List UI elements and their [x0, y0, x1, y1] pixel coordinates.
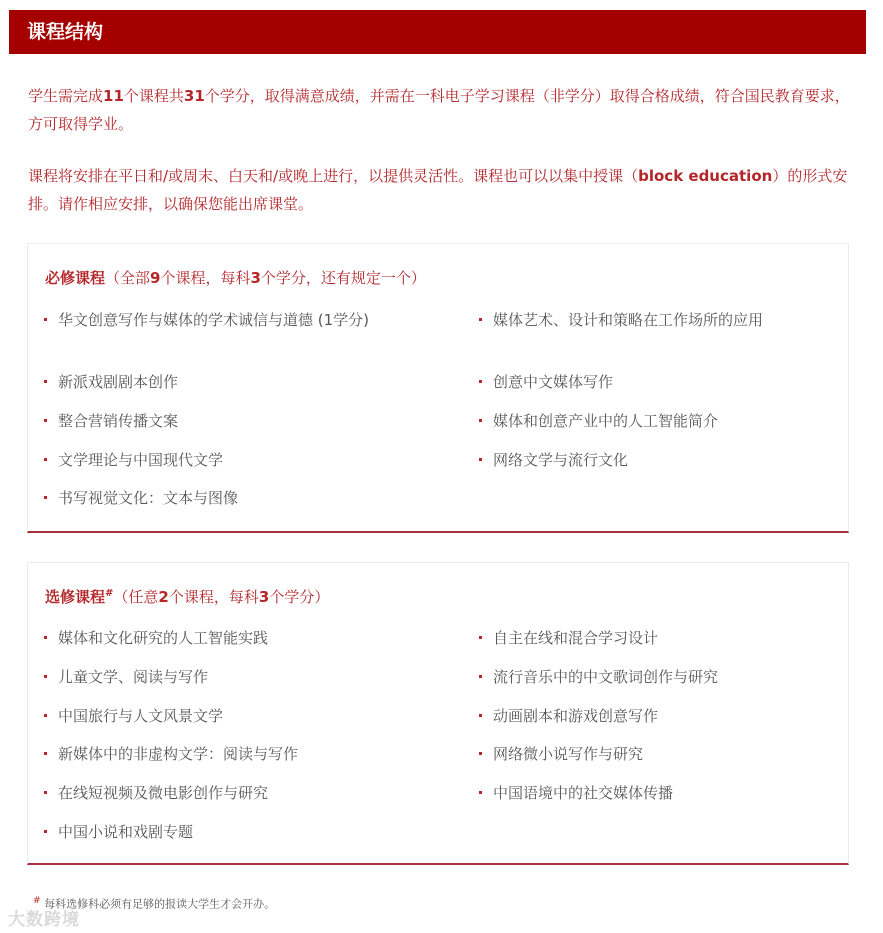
list-item: 整合营销传播文案	[44, 410, 178, 431]
list-item: 中国旅行与人文风景文学	[44, 705, 223, 726]
intro-text: 个学分，取得满意成绩，并需在一科电子学习课程（非学分）取得合格成绩，符合国民教育要求，方可取得学业。	[28, 87, 850, 133]
list-item: 媒体和文化研究的人工智能实践	[44, 627, 268, 648]
title-detail: 个学分）	[269, 588, 330, 606]
list-item: 网络文学与流行文化	[479, 449, 628, 470]
list-item: 文学理论与中国现代文学	[44, 449, 223, 470]
elective-courses-card	[27, 562, 849, 865]
footnote-mark: #	[33, 895, 41, 906]
title-detail: （全部	[105, 269, 151, 287]
title-detail: 个学分，还有规定一个）	[260, 269, 426, 287]
title-number: 2	[158, 588, 169, 606]
footnote-text: 每科选修科必须有足够的报读大学生才会开办。	[44, 897, 276, 911]
list-item: 中国小说和戏剧专题	[44, 821, 193, 842]
credit-count: 31	[183, 87, 205, 105]
intro-text: 课程将安排在平日和/或周末、白天和/或晚上进行，以提供灵活性。课程也可以以集中授课（	[28, 167, 639, 185]
list-item: 在线短视频及微电影创作与研究	[44, 782, 268, 803]
intro-text: 学生需完成	[28, 87, 104, 105]
list-item: 书写视觉文化：文本与图像	[44, 487, 238, 508]
intro-text: 个课程共	[123, 87, 184, 105]
list-item: 流行音乐中的中文歌词创作与研究	[479, 666, 718, 687]
list-item: 创意中文媒体写作	[479, 371, 613, 392]
section-title: 课程结构	[27, 21, 104, 43]
list-item: 新派戏剧剧本创作	[44, 371, 178, 392]
list-item: 媒体艺术、设计和策略在工作场所的应用	[479, 309, 763, 330]
list-item: 中国语境中的社交媒体传播	[479, 782, 673, 803]
block-education-term: block education	[638, 167, 773, 185]
title-detail: 个课程，每科	[160, 269, 251, 287]
intro-paragraph-1	[28, 82, 850, 138]
list-item: 华文创意写作与媒体的学术诚信与道德 (1学分)	[44, 309, 369, 330]
title-number: 9	[150, 269, 161, 287]
title-detail: 个课程，每科	[168, 588, 259, 606]
title-number: 3	[250, 269, 261, 287]
list-item: 儿童文学、阅读与写作	[44, 666, 208, 687]
list-item: 媒体和创意产业中的人工智能简介	[479, 410, 718, 431]
list-item: 动画剧本和游戏创意写作	[479, 705, 658, 726]
elective-courses-title	[45, 586, 329, 607]
title-detail: （任意	[113, 588, 159, 606]
footnote-mark: #	[105, 588, 114, 599]
list-item: 自主在线和混合学习设计	[479, 627, 658, 648]
title-number: 3	[258, 588, 270, 606]
required-courses-title	[45, 267, 426, 288]
list-item: 新媒体中的非虚构文学：阅读与写作	[44, 743, 298, 764]
title-main: 选修课程	[45, 588, 106, 606]
required-courses-card	[27, 243, 849, 533]
intro-text: ）的形式安排。请作相应安排，以确保您能出席课堂。	[28, 167, 848, 213]
intro-paragraph-2	[28, 162, 850, 218]
course-count: 11	[103, 87, 124, 105]
list-item: 网络微小说写作与研究	[479, 743, 643, 764]
watermark: 大数跨境	[8, 910, 80, 930]
title-main: 必修课程	[45, 269, 106, 287]
section-header	[9, 10, 866, 54]
